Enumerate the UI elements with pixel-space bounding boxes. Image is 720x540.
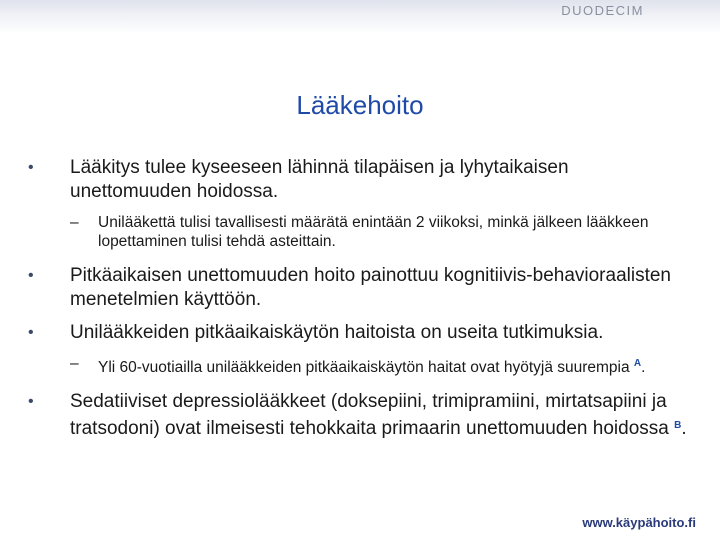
sub-bullet-3-1-text: Yli 60-vuotiailla unilääkkeiden pitkäaikaiskäytön haitat ovat hyötyjä suurempia — [98, 359, 630, 376]
slide-content — [28, 156, 688, 441]
bullet-2 — [28, 264, 688, 312]
bullet-3-text: Unilääkkeiden pitkäaikaiskäytön haitoista on useita tutkimuksia. — [70, 322, 604, 343]
bullet-icon: • — [28, 159, 34, 176]
bullet-2-text: Pitkäaikaisen unettomuuden hoito painottuu kognitiivis-behavioraalisten menetelmien käyttöön. — [70, 265, 671, 310]
bullet-icon: • — [28, 324, 34, 341]
period: . — [681, 418, 687, 439]
evidence-grade-a: A — [633, 358, 642, 369]
dash-icon: – — [70, 214, 79, 231]
bullet-1-text: Lääkitys tulee kyseeseen lähinnä tilapäisen ja lyhytaikaisen unettomuuden hoidossa. — [70, 157, 569, 202]
dash-icon: – — [70, 355, 79, 372]
bullet-icon: • — [28, 393, 34, 410]
sub-bullet-1-1 — [28, 213, 688, 251]
bullet-4-text: Sedatiiviset depressiolääkkeet (doksepiini, trimipramiini, mirtatsapiini ja tratsodoni) ovat ilmeisesti tehokkaita primaarin unettomuuden hoidossa — [70, 391, 669, 439]
bullet-icon: • — [28, 267, 34, 284]
duodecim-logo: DUODECIM — [561, 3, 644, 18]
sub-bullet-1-1-text: Unilääkettä tulisi tavallisesti määrätä enintään 2 viikoksi, minkä jälkeen lääkkeen lopettaminen tulisi tehdä asteittain. — [98, 214, 649, 250]
header-band — [0, 0, 720, 34]
bullet-1 — [28, 156, 688, 204]
sub-bullet-3-1 — [28, 354, 688, 377]
bullet-3 — [28, 321, 688, 345]
period: . — [641, 359, 646, 376]
footer-url: www.käypähoito.fi — [582, 515, 696, 530]
slide-title: Lääkehoito — [296, 90, 424, 120]
evidence-grade-b: B — [674, 420, 682, 431]
bullet-4 — [28, 390, 688, 441]
